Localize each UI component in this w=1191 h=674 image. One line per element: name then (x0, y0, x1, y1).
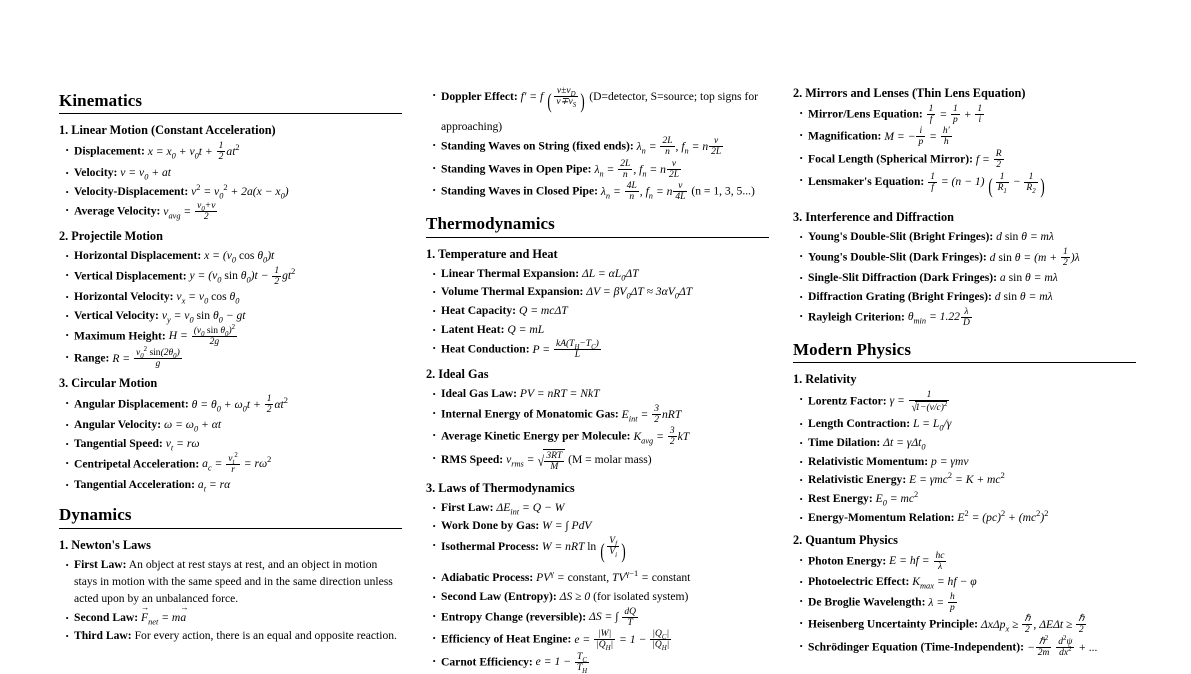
subsection-linear-motion (59, 123, 402, 222)
section-title-dynamics: Dynamics (59, 505, 132, 525)
formula-label: Standing Waves in Open Pipe: (441, 162, 592, 176)
formula-label: Heat Conduction: (441, 343, 530, 357)
formula-item-angular-displacement (65, 394, 402, 415)
formula-label: Vertical Displacement: (74, 269, 187, 283)
formula-expression: $\Delta V = \beta V_0\Delta T \approx 3\alpha V_0\Delta T$ (586, 285, 693, 301)
section-thermodynamics (426, 214, 769, 672)
formula-label: Rayleigh Criterion: (808, 310, 905, 324)
formula-expression: $v_t = r\omega$ (165, 437, 200, 453)
formula-expression: PV = nRT = NkT (519, 387, 600, 401)
formula-note: (n = 1, 3, 5...) (691, 185, 755, 199)
formula-expression: $\theta = \theta_0 + \omega_0t$ + $\frac{1}{2}$ $\alpha t^2$ (191, 393, 288, 415)
formula-label: Heat Capacity: (441, 304, 517, 317)
formula-label: Horizontal Velocity: (74, 290, 174, 304)
column-3 (793, 86, 1136, 659)
formula-expression: ΔxΔp$_x$ ≥ $\frac{\text{ℏ}}{2}$ , ΔEΔt ≥ $\frac{\text{ℏ}}{2}$ (980, 614, 1085, 636)
formula-expression: $K_{max}$ = hf − φ (912, 575, 977, 591)
formula-note: (M = molar mass) (568, 452, 652, 466)
formula-item-adiabatic-process (432, 569, 769, 586)
formula-expression: $x = (v_0$ $\cos \theta_0)t$ (204, 249, 275, 265)
formula-expression: Q = mcΔT (518, 304, 568, 317)
section-modern-physics (793, 340, 1136, 658)
formula-expression: $E^2 = (pc)^2 + (mc^2)^2$ (957, 508, 1049, 524)
formula-label: Standing Waves in Closed Pipe: (441, 185, 598, 199)
formula-item-second-law-entropy (432, 588, 769, 605)
formula-item-vertical-displacement (65, 266, 402, 287)
formula-expression: a sin θ = mλ (999, 271, 1058, 285)
formula-expression: f = $\frac{R}{2}$ (975, 148, 1002, 170)
formula-expression: $\frac{1}{f}$ = (n − 1) ( $\frac{1}{R_1}$ − $\frac{1}{R_2}$ ) (930, 171, 1045, 199)
formula-item-single-slit-diffraction-dark (799, 269, 1136, 286)
formula-label: Energy-Momentum Relation: (808, 510, 955, 524)
formula-label: Angular Displacement: (74, 397, 189, 411)
formula-expression: Q = mL (507, 322, 545, 336)
formula-expression: e = 1 − $\frac{T_C}{T_H}$ (535, 651, 588, 674)
formula-expression: $v = v_0$ + at (120, 165, 171, 182)
formula-label: Focal Length (Spherical Mirror): (808, 152, 973, 166)
formula-list (793, 228, 1136, 327)
formula-item-heat-capacity (432, 302, 769, 319)
formula-item-first-law (65, 556, 402, 607)
formula-item-relativistic-energy (799, 471, 1136, 488)
formula-item-de-broglie-wavelength (799, 592, 1136, 613)
formula-label: Heisenberg Uncertainty Principle: (808, 618, 979, 632)
formula-expression: $PV^\gamma$ = constant, $TV^{\gamma-1}$ = constant (536, 569, 691, 585)
formula-label: Adiabatic Process: (441, 571, 534, 585)
formula-list (426, 86, 769, 202)
formula-label: Single-Slit Diffraction (Dark Fringes): (808, 271, 998, 285)
formula-expression: d sin θ = mλ (996, 230, 1054, 244)
formula-expression: ΔS ≥ 0 (559, 589, 591, 603)
formula-expression: H = $\frac{(v_0 \sin \theta_0)^2}{2g}$ (168, 323, 236, 347)
formula-label: Mirror/Lens Equation: (808, 107, 923, 121)
formula-expression: $\Delta L = \alpha L_0\Delta T$ (581, 266, 639, 282)
formula-label: Standing Waves on String (fixed ends): (441, 140, 634, 154)
formula-label: Rest Energy: (808, 491, 873, 505)
formula-item-rayleigh-criterion (799, 307, 1136, 328)
formula-item-doppler-effect (432, 86, 769, 135)
formula-label: Vertical Velocity: (74, 308, 159, 322)
formula-item-centripetal-acceleration (65, 451, 402, 475)
section-rule (426, 237, 769, 238)
formula-label: RMS Speed: (441, 452, 504, 466)
formula-label: Carnot Efficiency: (441, 655, 533, 669)
formula-expression: $x = x_0 + v_0t$ + $\frac{1}{2}$ $at^2$ (147, 141, 240, 163)
formula-item-velocity (65, 164, 402, 181)
formula-item-internal-energy-monatomic (432, 404, 769, 425)
formula-label: Second Law (Entropy): (441, 589, 557, 603)
formula-item-horizontal-displacement (65, 247, 402, 264)
formula-label: Young's Double-Slit (Dark Fringes): (808, 250, 987, 264)
section-title-kinematics: Kinematics (59, 91, 143, 110)
formula-expression: $\Delta E_{int} = Q - W$ (496, 500, 565, 517)
formula-expression: $L = L_0/\gamma$ (913, 417, 952, 433)
subsection-laws-of-thermodynamics (426, 481, 769, 673)
formula-item-linear-thermal-expansion (432, 265, 769, 282)
formula-list (426, 499, 769, 673)
formula-expression: ΔS = ∫ $\frac{dQ}{T}$ (589, 606, 636, 628)
formula-label: Ideal Gas Law: (441, 387, 518, 401)
formula-item-entropy-change (432, 607, 769, 628)
formula-item-mirror-lens-equation (799, 104, 1136, 125)
formula-expression: R = $\frac{v_0^2 \sin(2\theta_0)}{g}$ (112, 345, 180, 369)
formula-label: Horizontal Displacement: (74, 249, 202, 263)
formula-label: Second Law: (74, 610, 139, 624)
formula-expression: W = nRT ln ( $\frac{V_f}{V_i}$ ) (541, 536, 626, 564)
formula-expression: P = $\frac{kA(T_H-T_C)}{L}$ (532, 339, 599, 361)
formula-expression: Δt = γΔt$_0$ (883, 435, 926, 452)
formula-label: Latent Heat: (441, 322, 505, 336)
formula-item-photoelectric-effect (799, 573, 1136, 590)
formula-expression: $v_{rms}$ = √ $\frac{3RT}{M}$ (506, 453, 565, 466)
formula-item-rest-energy (799, 490, 1136, 507)
formula-expression: $a_t = r\alpha$ (197, 478, 231, 494)
formula-label: Tangential Acceleration: (74, 478, 195, 492)
formula-label: Linear Thermal Expansion: (441, 266, 580, 280)
subsection-temperature-and-heat (426, 247, 769, 361)
formula-expression: $E = \gamma mc^2 = K + mc^2$ (909, 471, 1005, 487)
section-dynamics (59, 505, 402, 644)
formula-expression: f′ = f ( $\frac{v\pm v_D}{v\mp v_S}$ ) (520, 86, 585, 113)
formula-label: Schrödinger Equation (Time-Independent): (808, 640, 1025, 654)
formula-item-youngs-double-slit-dark (799, 247, 1136, 268)
formula-item-photon-energy (799, 551, 1136, 572)
formula-item-velocity-displacement (65, 183, 402, 200)
formula-item-tangential-acceleration (65, 476, 402, 493)
formula-label: Volume Thermal Expansion: (441, 285, 584, 299)
section-kinematics (59, 91, 402, 493)
formula-expression: $y = (v_0$ $\sin \theta_0)t$ − $\frac{1}{2}$ $gt^2$ (189, 265, 296, 287)
formula-list (793, 551, 1136, 658)
formula-list (426, 265, 769, 361)
formula-label: Isothermal Process: (441, 539, 539, 553)
formula-item-standing-waves-closed-pipe (432, 181, 769, 202)
formula-item-lensmakers-equation (799, 171, 1136, 203)
subsection-heading: 1. Newton's Laws (59, 537, 151, 552)
formula-label: Velocity-Displacement: (74, 184, 189, 198)
formula-label: Velocity: (74, 165, 118, 179)
subsection-relativity (793, 372, 1136, 526)
formula-item-horizontal-velocity (65, 288, 402, 305)
formula-expression: $\lambda_n$ = $\frac{2L}{n}$ , $f_n = n$ $\frac{v}{2L}$ (594, 158, 679, 180)
formula-description: For every action, there is an equal and opposite reaction. (134, 629, 397, 643)
formula-item-third-law (65, 627, 402, 644)
formula-label: Young's Double-Slit (Bright Fringes): (808, 230, 994, 244)
formula-expression: λ = $\frac{h}{p}$ (928, 591, 955, 613)
section-rule (793, 362, 1136, 363)
formula-item-youngs-double-slit-bright (799, 228, 1136, 245)
formula-item-rms-speed (432, 449, 769, 474)
formula-label: Displacement: (74, 145, 145, 159)
subsection-circular-motion (59, 376, 402, 493)
subsection-heading: 1. Relativity (793, 371, 857, 386)
subsection-heading: 2. Quantum Physics (793, 532, 898, 547)
formula-item-time-dilation (799, 434, 1136, 451)
formula-item-standing-waves-open-pipe (432, 159, 769, 180)
formula-expression: $F \to_{net}$ = ma → (141, 611, 186, 624)
formula-item-focal-length-spherical-mirror (799, 149, 1136, 170)
section-waves-continued (426, 86, 769, 202)
formula-expression: e = $\frac{|W|}{|Q_H|}$ = 1 − $\frac{|Q_C|}{|Q_H|}$ (574, 629, 670, 652)
formula-label: First Law: (441, 500, 494, 514)
formula-expression: $v^2 = v_0^2 + 2a(x - x_0)$ (191, 182, 289, 200)
formula-label: First Law: (74, 557, 127, 571)
formula-item-angular-velocity (65, 416, 402, 433)
formula-note: (D=detector, S=source; top signs for approaching) (441, 89, 758, 133)
formula-item-efficiency-heat-engine (432, 629, 769, 650)
formula-label: Average Kinetic Energy per Molecule: (441, 430, 631, 444)
section-optics-continued (793, 86, 1136, 328)
formula-item-relativistic-momentum (799, 453, 1136, 470)
formula-expression: $\lambda_n$ = $\frac{2L}{n}$ , $f_n = n$ $\frac{v}{2L}$ (636, 136, 722, 158)
subsection-quantum-physics (793, 533, 1136, 658)
subsection-newtons-laws (59, 538, 402, 645)
formula-expression: $\theta_{min} = 1.22$ $\frac{\lambda}{D}$ (907, 306, 970, 328)
formula-expression: E = hf = $\frac{hc}{\lambda}$ (889, 550, 945, 572)
formula-item-displacement (65, 141, 402, 162)
formula-label: Lorentz Factor: (808, 394, 887, 408)
formula-item-energy-momentum-relation (799, 509, 1136, 526)
formula-item-diffraction-grating-bright (799, 288, 1136, 305)
formula-label: Work Done by Gas: (441, 519, 540, 533)
formula-item-work-done-by-gas (432, 517, 769, 534)
formula-expression: p = γmv (931, 454, 969, 468)
formula-label: Maximum Height: (74, 329, 166, 343)
formula-label: Internal Energy of Monatomic Gas: (441, 407, 619, 421)
formula-item-first-law-thermo (432, 499, 769, 516)
formula-label: Lensmaker's Equation: (808, 175, 925, 189)
formula-list (59, 556, 402, 645)
formula-expression: $a_c$ = $\frac{v_t^2}{r}$ = $r\omega^2$ (202, 451, 272, 475)
formula-expression: γ = $\frac{1}{√1-(v/c)^2}$ (889, 389, 948, 415)
formula-item-maximum-height (65, 323, 402, 347)
formula-label: Diffraction Grating (Bright Fringes): (808, 289, 992, 303)
formula-label: Angular Velocity: (74, 418, 162, 432)
subsection-projectile-motion (59, 229, 402, 369)
formula-label: Entropy Change (reversible): (441, 610, 587, 624)
formula-item-average-velocity (65, 201, 402, 222)
subsection-heading: 1. Linear Motion (Constant Acceleration) (59, 123, 276, 138)
formula-expression: $\frac{1}{f}$ = $\frac{1}{p}$ + $\frac{1}{i}$ (928, 103, 983, 125)
formula-list (59, 247, 402, 369)
formula-item-vertical-velocity (65, 307, 402, 324)
section-title-thermodynamics: Thermodynamics (426, 214, 555, 234)
formula-label: Length Contraction: (808, 417, 911, 431)
formula-note: (for isolated system) (593, 589, 689, 603)
section-rule (59, 113, 402, 114)
subsection-heading: 3. Interference and Diffraction (793, 210, 954, 225)
formula-label: Tangential Speed: (74, 437, 163, 451)
formula-expression: W = ∫ PdV (542, 519, 592, 533)
formula-list (59, 394, 402, 493)
column-2 (426, 86, 769, 674)
formula-item-length-contraction (799, 415, 1136, 432)
formula-expression: M = − $\frac{i}{p}$ = $\frac{h'}{h}$ (884, 126, 950, 148)
formula-description: An object at rest stays at rest, and an object in motion stays in motion with the same speed and in the same direction unless acted upon by an unbalanced force. (74, 557, 393, 606)
formula-item-range (65, 345, 402, 369)
formula-list (426, 385, 769, 474)
formula-label: Photon Energy: (808, 554, 887, 568)
formula-list (793, 390, 1136, 526)
formula-label: Relativistic Energy: (808, 473, 907, 487)
subsection-heading: 3. Circular Motion (59, 375, 158, 390)
formula-label: Range: (74, 351, 110, 365)
formula-item-ideal-gas-law (432, 385, 769, 402)
formula-label: Average Velocity: (74, 204, 161, 218)
formula-label: Efficiency of Heat Engine: (441, 632, 572, 646)
formula-label: Third Law: (74, 629, 132, 643)
formula-label: De Broglie Wavelength: (808, 595, 926, 609)
formula-item-magnification (799, 126, 1136, 147)
formula-item-lorentz-factor (799, 390, 1136, 414)
formula-item-latent-heat (432, 321, 769, 338)
section-title-modern-physics: Modern Physics (793, 339, 912, 359)
formula-item-isothermal-process (432, 536, 769, 568)
formula-item-second-law (65, 609, 402, 626)
formula-expression: $E_0 = mc^2$ (875, 490, 919, 508)
column-1 (59, 86, 402, 646)
formula-expression: $v_x = v_0$ $\cos \theta_0$ (176, 290, 240, 306)
formula-item-carnot-efficiency (432, 652, 769, 673)
formula-label: Time Dilation: (808, 435, 881, 449)
formula-expression: d sin θ = mλ (994, 289, 1053, 303)
formula-item-schrodinger-equation (799, 634, 1136, 658)
formula-item-standing-waves-string (432, 136, 769, 157)
formula-expression: $v_y = v_0$ $\sin \theta_0$ − gt (161, 308, 246, 325)
formula-expression: d sin θ = (m + $\frac{1}{2}$ )λ (989, 246, 1080, 268)
formula-expression: $\omega = \omega_0 + \alpha t$ (163, 418, 222, 434)
subsection-interference-and-diffraction (793, 210, 1136, 327)
subsection-ideal-gas (426, 367, 769, 473)
formula-expression: $K_{avg}$ = $\frac{3}{2}$ kT (633, 426, 690, 448)
formula-label: Magnification: (808, 130, 882, 144)
formula-expression: $v_{avg}$ = $\frac{v_0+v}{2}$ (163, 201, 216, 223)
formula-item-heisenberg-uncertainty (799, 614, 1136, 635)
formula-expression: − $\frac{\hbar^2}{2m}$ $\frac{d^2\psi}{dx^2}$ + ... (1026, 634, 1098, 658)
formula-item-heat-conduction (432, 339, 769, 360)
subsection-heading: 2. Ideal Gas (426, 367, 489, 382)
formula-label: Centripetal Acceleration: (74, 457, 200, 471)
formula-list (59, 141, 402, 222)
subsection-heading: 2. Projectile Motion (59, 229, 163, 244)
formula-expression: $\lambda_n$ = $\frac{4L}{n}$ , $f_n = n$ $\frac{v}{4L}$ (600, 181, 686, 203)
formula-expression: $E_{int}$ = $\frac{3}{2}$ nRT (621, 403, 682, 425)
formula-label: Relativistic Momentum: (808, 454, 929, 468)
section-rule (59, 528, 402, 529)
subsection-heading: 1. Temperature and Heat (426, 246, 558, 261)
formula-item-average-kinetic-energy (432, 426, 769, 447)
formula-item-volume-thermal-expansion (432, 283, 769, 300)
formula-label: Doppler Effect: (441, 89, 518, 103)
subsection-heading: 3. Laws of Thermodynamics (426, 480, 575, 495)
subsection-heading: 2. Mirrors and Lenses (Thin Lens Equation) (793, 86, 1026, 100)
formula-item-tangential-speed (65, 435, 402, 452)
subsection-mirrors-and-lenses (793, 86, 1136, 203)
formula-list (793, 104, 1136, 203)
formula-label: Photoelectric Effect: (808, 575, 910, 589)
